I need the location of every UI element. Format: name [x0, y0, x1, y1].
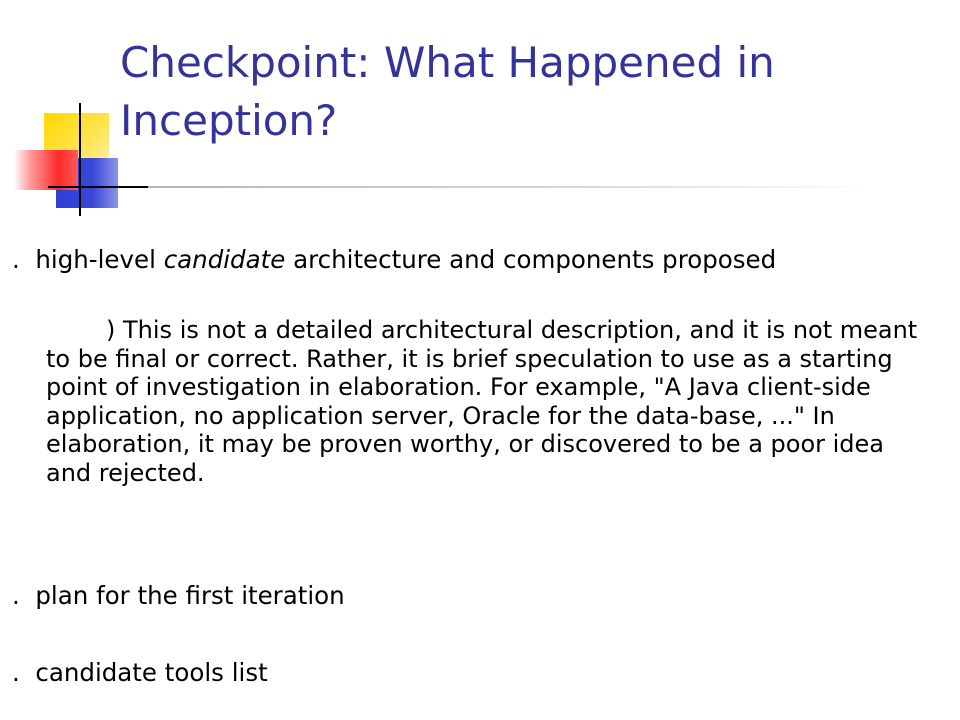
decor-vertical-line — [79, 103, 81, 216]
bullet-marker: . — [12, 658, 20, 687]
bullet-marker: . — [12, 245, 20, 274]
bullet-text: architecture and components proposed — [285, 245, 777, 274]
bullet-architecture — [12, 245, 942, 275]
bullet-text: high-level — [35, 245, 164, 274]
bullet-text: candidate tools list — [35, 658, 268, 687]
decor-horizontal-line — [48, 186, 148, 188]
bullet-marker: . — [12, 581, 20, 610]
title-underline — [148, 186, 878, 188]
decor-red-square — [14, 150, 78, 190]
paragraph-text: This is not a detailed architectural description, and it is not meant to be final or correct. Rather, it is brief speculation to use as a starting point of investigation in elaboration. For example, "A Java client-side application, no application server, Oracle for the data-base, ..." In elaboration, it may be proven worthy, or discovered to be a poor idea and rejected. — [46, 316, 918, 487]
bullet-tools-list — [12, 658, 942, 688]
paragraph-marker: ) — [106, 316, 116, 344]
bullet-iteration-plan — [12, 581, 942, 611]
bullet-text: plan for the first iteration — [35, 581, 345, 610]
body-paragraph — [46, 316, 936, 487]
bullet-emphasis: candidate — [163, 245, 286, 274]
slide-title: Checkpoint: What Happened in Inception? — [120, 38, 775, 145]
